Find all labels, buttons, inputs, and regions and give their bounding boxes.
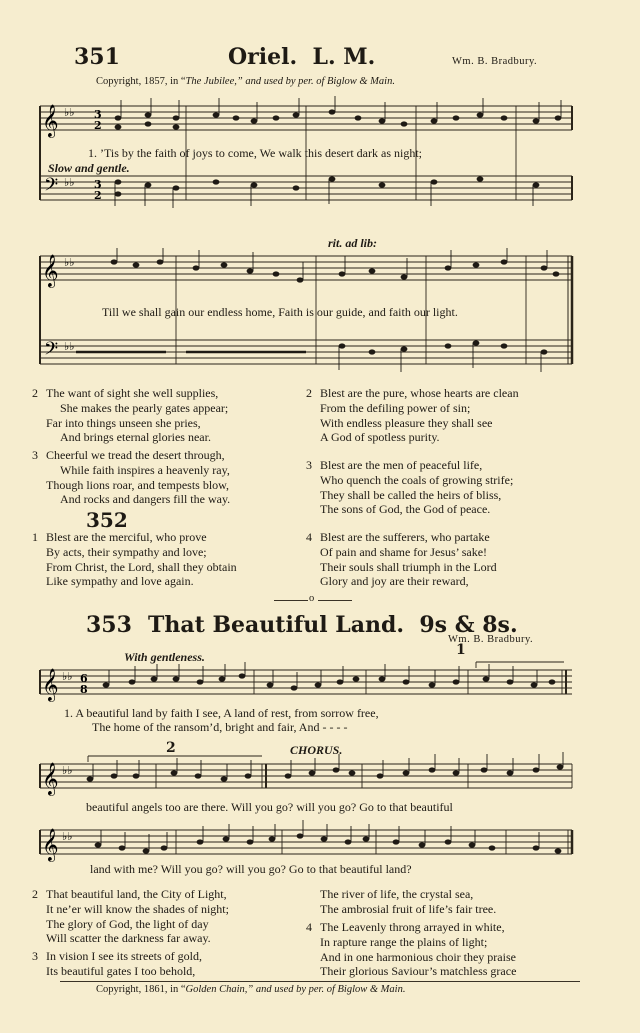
lyrics-351-line1: 1. ’Tis by the faith of joys to come, We walk this desert dark as night; [88, 146, 422, 160]
svg-text:𝄞: 𝄞 [42, 254, 59, 287]
separator-rule-left [274, 600, 308, 601]
verse-number: 4 [306, 920, 312, 934]
verse-number: 4 [306, 530, 312, 544]
svg-text:6: 6 [80, 672, 88, 685]
hymn-number-353: 353 [86, 612, 132, 638]
svg-text:𝄞: 𝄞 [42, 668, 59, 701]
copyright-353: Copyright, 1861, in “Golden Chain,” and used by per. of Biglow & Main. [96, 984, 406, 995]
music-system-3 [36, 656, 576, 708]
lyrics-353-line3: land with me? Will you go? will you go? Go to that beautiful land? [90, 862, 412, 876]
verse-352-1: Blest are the merciful, who prove By acts, their sympathy and love; From Christ, the Lord, shall they obtain Like sympathy and love again. [46, 530, 237, 589]
verse-351-right-2: Blest are the pure, whose hearts are clean From the defiling power of sin; With endless pleasure they shall see A God of spotless purity. [320, 386, 519, 445]
music-system-5 [36, 818, 576, 866]
svg-text:3: 3 [94, 108, 102, 121]
verse-number: 1 [32, 530, 38, 544]
lyrics-351-line2: Till we shall gain our endless home, Faith is our guide, and faith our light. [102, 305, 458, 319]
separator-rule-right [318, 600, 352, 601]
verse-353-3: In vision I see its streets of gold, Its beautiful gates I too behold, [46, 949, 202, 978]
svg-text:𝄞: 𝄞 [42, 762, 59, 795]
verse-352-4: Blest are the sufferers, who partake Of pain and shame for Jesus’ sake! Their souls shall triumph in the Lord Glory and joy are their reward, [320, 530, 497, 589]
lyrics-353-line1b: The home of the ransom’d, bright and fair, And - - - - [92, 720, 348, 734]
verse-351-3: Cheerful we tread the desert through, While faith inspires a heavenly ray, Though lions roar, and tempests blow, And rocks and dangers fill the way. [46, 448, 231, 507]
svg-text:𝄞: 𝄞 [42, 828, 59, 861]
svg-text:♭♭: ♭♭ [62, 764, 73, 777]
hymn-number-352: 352 [86, 508, 128, 532]
svg-text:♭♭: ♭♭ [62, 830, 73, 843]
svg-text:♭♭: ♭♭ [64, 176, 75, 189]
hymn-title-beautiful-land: That Beautiful Land. 9s & 8s. [148, 612, 518, 638]
verse-number: 2 [32, 887, 38, 901]
volta-2: 2 [166, 740, 176, 756]
verse-number: 2 [32, 386, 38, 400]
verse-number: 3 [32, 448, 38, 462]
rit-marking-351: rit. ad lib: [328, 236, 378, 250]
footer-rule [60, 981, 580, 982]
svg-text:♭♭: ♭♭ [64, 340, 75, 353]
tempo-marking-351: Slow and gentle. [48, 161, 130, 175]
svg-text:2: 2 [94, 189, 102, 202]
hymn-title-oriel: Oriel. L. M. [228, 44, 376, 70]
svg-text:𝄢: 𝄢 [44, 175, 59, 200]
svg-text:3: 3 [94, 178, 102, 191]
verse-351-2: The want of sight she well supplies, She makes the pearly gates appear; Far into things unseen she pries, And brings eternal glories near. [46, 386, 229, 445]
composer-351: Wm. B. Bradbury. [452, 56, 538, 67]
svg-text:𝄢: 𝄢 [44, 339, 59, 364]
hymn-number-351: 351 [74, 44, 120, 70]
verse-353-2: That beautiful land, the City of Light, It ne’er will know the shades of night; The glory of God, the light of day Will scatter the darkness far away. [46, 887, 229, 946]
verse-number: 2 [306, 386, 312, 400]
verse-353-2-continued: The river of life, the crystal sea, The ambrosial fruit of life’s fair tree. [320, 887, 497, 916]
svg-text:2: 2 [94, 119, 102, 132]
svg-text:♭♭: ♭♭ [62, 670, 73, 683]
composer-353: Wm. B. Bradbury. [448, 634, 534, 645]
verse-351-right-3: Blest are the men of peaceful life, Who quench the coals of growing strife; They shall be called the heirs of bliss, The sons of God, the God of peace. [320, 458, 514, 517]
verse-number: 3 [306, 458, 312, 472]
tempo-marking-353: With gentleness. [124, 650, 205, 664]
svg-text:♭♭: ♭♭ [64, 256, 75, 269]
lyrics-353-line2: beautiful angels too are there. Will you go? will you go? Go to that beautiful [86, 800, 453, 814]
music-system-4 [36, 748, 576, 802]
copyright-351: Copyright, 1857, in “The Jubilee,” and used by per. of Biglow & Main. [96, 76, 395, 87]
chorus-marking: CHORUS. [290, 743, 343, 757]
lyrics-353-line1a: 1. A beautiful land by faith I see, A land of rest, from sorrow free, [64, 706, 379, 720]
verse-number: 3 [32, 949, 38, 963]
separator-ornament: o [309, 593, 315, 604]
svg-text:𝄞: 𝄞 [42, 104, 59, 137]
svg-text:♭♭: ♭♭ [64, 106, 75, 119]
volta-1: 1 [456, 642, 466, 658]
svg-text:8: 8 [80, 683, 88, 696]
verse-353-4: The Leavenly throng arrayed in white, In rapture range the plains of light; And in one harmonious choir they praise Their glorious Saviour’s matchless grace [320, 920, 517, 979]
